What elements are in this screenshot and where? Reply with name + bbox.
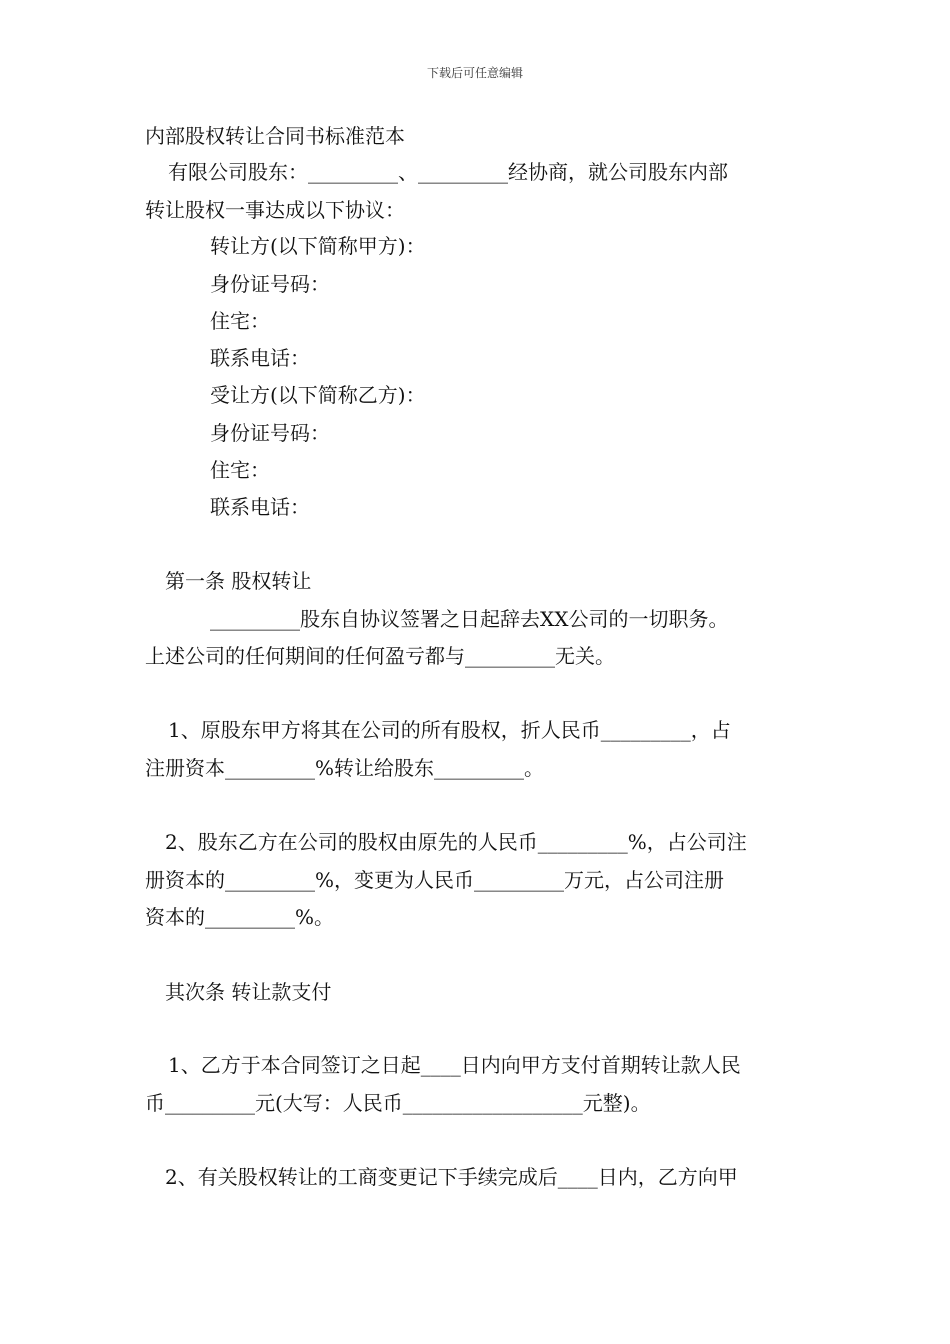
intro-line-2: 转让股权一事达成以下协议： (145, 198, 405, 222)
article-1-item-1-line-1: 1、原股东甲方将其在公司的所有股权，折人民币_________，占 (168, 718, 731, 742)
document-title: 内部股权转让合同书标准范本 (145, 124, 405, 148)
article-1-item-2-line-1: 2、股东乙方在公司的股权由原先的人民币_________%，占公司注 (165, 830, 747, 854)
article-1-heading: 第一条 股权转让 (165, 569, 312, 593)
party-a-phone-label: 联系电话： (210, 346, 310, 370)
party-b-id-label: 身份证号码： (210, 421, 330, 445)
article-2-item-1-line-1: 1、乙方于本合同签订之日起____日内向甲方支付首期转让款人民 (168, 1053, 741, 1077)
article-1-item-1-line-2: 注册资本_________%转让给股东_________。 (145, 756, 545, 780)
article-1-item-2-line-2: 册资本的_________%，变更为人民币_________万元，占公司注册 (145, 868, 725, 892)
article-1-item-2-line-3: 资本的_________%。 (145, 905, 335, 929)
article-1-para-line-2: 上述公司的任何期间的任何盈亏都与_________无关。 (145, 644, 615, 668)
article-2-heading: 其次条 转让款支付 (165, 980, 332, 1004)
party-b-address-label: 住宅： (210, 458, 270, 482)
header-note: 下载后可任意编辑 (426, 66, 523, 80)
party-a-heading: 转让方(以下简称甲方)： (210, 234, 426, 258)
intro-line-1: 有限公司股东：_________、_________经协商，就公司股东内部 (168, 160, 728, 184)
article-2-item-1-line-2: 币_________元(大写：人民币__________________元整)。 (145, 1091, 651, 1115)
party-b-heading: 受让方(以下简称乙方)： (210, 383, 426, 407)
party-a-address-label: 住宅： (210, 309, 270, 333)
party-a-id-label: 身份证号码： (210, 272, 330, 296)
article-2-item-2-line-1: 2、有关股权转让的工商变更记下手续完成后____日内，乙方向甲 (165, 1165, 738, 1189)
article-1-para-line-1: _________股东自协议签署之日起辞去XX公司的一切职务。 (210, 607, 729, 631)
party-b-phone-label: 联系电话： (210, 495, 310, 519)
